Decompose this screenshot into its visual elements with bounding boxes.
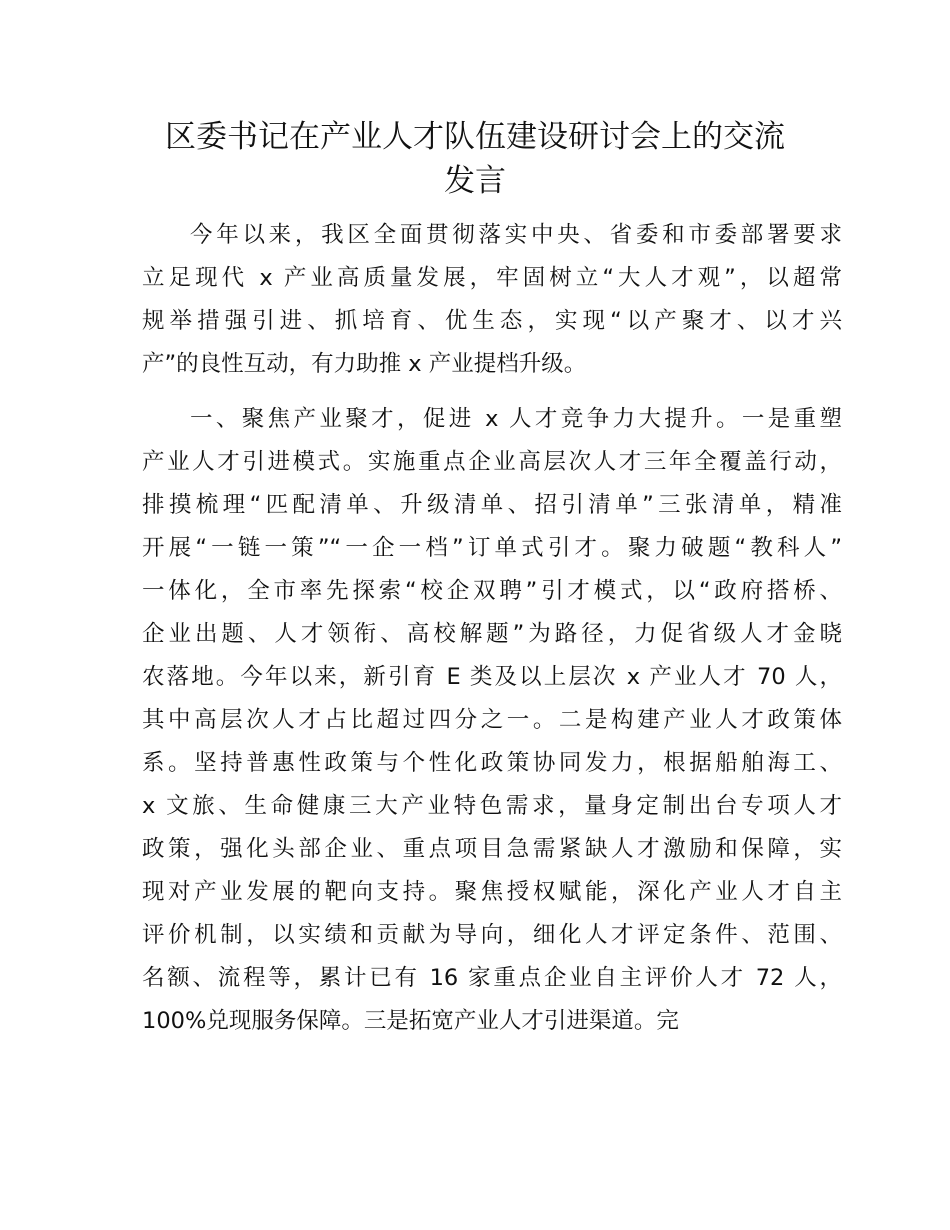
paragraph-line: 政策，强化头部企业、重点项目急需紧缺人才激励和保障，实 xyxy=(142,836,842,862)
paragraph-line: 现对产业发展的靶向支持。聚焦授权赋能，深化产业人才自主 xyxy=(142,879,842,905)
paragraph-line: 规举措强引进、抓培育、优生态，实现“以产聚才、以才兴 xyxy=(142,308,842,334)
document-title-line-1: 区委书记在产业人才队伍建设研讨会上的交流 xyxy=(165,119,785,155)
paragraph-line: 农落地。今年以来，新引育 E 类及以上层次 x 产业人才 70 人， xyxy=(142,664,842,690)
paragraph-line: 100%兑现服务保障。三是拓宽产业人才引进渠道。完 xyxy=(142,1008,679,1034)
paragraph-line: 一体化，全市率先探索“校企双聘”引才模式，以“政府搭桥、 xyxy=(142,578,842,604)
paragraph-line: 其中高层次人才占比超过四分之一。二是构建产业人才政策体 xyxy=(142,707,842,733)
paragraph-line: 立足现代 x 产业高质量发展，牢固树立“大人才观”，以超常 xyxy=(142,265,842,291)
paragraph-line: 企业出题、人才领衔、高校解题”为路径，力促省级人才金晓 xyxy=(142,621,842,647)
paragraph-line: 一、聚焦产业聚才，促进 x 人才竞争力大提升。一是重塑 xyxy=(190,406,842,432)
paragraph-line: 产业人才引进模式。实施重点企业高层次人才三年全覆盖行动， xyxy=(142,449,842,475)
paragraph-line: 排摸梳理“匹配清单、升级清单、招引清单”三张清单，精准 xyxy=(142,492,842,518)
paragraph-line: 今年以来，我区全面贯彻落实中央、省委和市委部署要求 xyxy=(190,222,842,248)
paragraph-line: 开展“一链一策”“一企一档”订单式引才。聚力破题“教科人” xyxy=(142,535,842,561)
paragraph-line: 评价机制，以实绩和贡献为导向，细化人才评定条件、范围、 xyxy=(142,922,842,948)
paragraph-line: 系。坚持普惠性政策与个性化政策协同发力，根据船舶海工、 xyxy=(142,750,842,776)
paragraph-line: x 文旅、生命健康三大产业特色需求，量身定制出台专项人才 xyxy=(142,793,842,819)
document-title-line-2: 发言 xyxy=(444,163,506,199)
paragraph-line: 名额、流程等，累计已有 16 家重点企业自主评价人才 72 人， xyxy=(142,965,842,991)
paragraph-line: 产”的良性互动，有力助推 x 产业提档升级。 xyxy=(142,351,587,377)
